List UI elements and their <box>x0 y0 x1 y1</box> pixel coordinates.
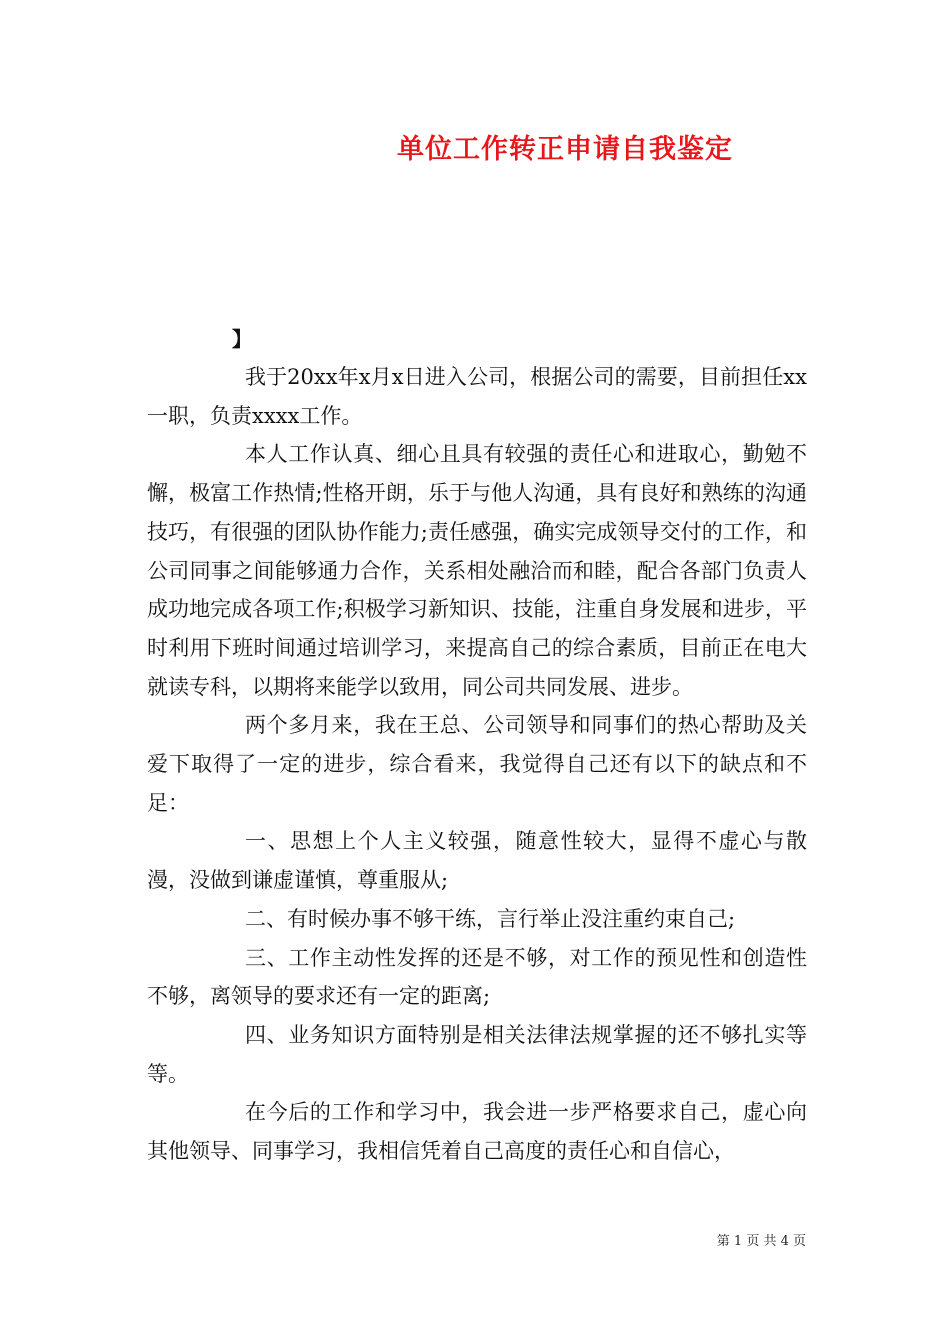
paragraph-shortcoming-4: 四、业务知识方面特别是相关法律法规掌握的还不够扎实等等。 <box>147 1022 807 1086</box>
paragraph-shortcoming-2: 二、有时候办事不够干练，言行举止没注重约束自己; <box>245 906 736 931</box>
page-footer: 第 1 页 共 4 页 <box>716 1234 806 1249</box>
paragraph-shortcoming-1: 一、思想上个人主义较强，随意性较大，显得不虚心与散漫，没做到谦虚谨慎，尊重服从; <box>147 829 807 893</box>
paragraph-intro: 我于20xx年x月x日进入公司，根据公司的需要，目前担任xx一职，负责xxxx工作。 <box>147 365 807 428</box>
document-title: 单位工作转正申请自我鉴定 <box>397 134 733 165</box>
paragraph-future: 在今后的工作和学习中，我会进一步严格要求自己，虚心向其他领导、同事学习，我相信凭着自己高度的责任心和自信心， <box>147 1100 807 1164</box>
bracket-mark: 】 <box>232 327 252 351</box>
paragraph-shortcoming-3: 三、工作主动性发挥的还是不够，对工作的预见性和创造性不够，离领导的要求还有一定的距离; <box>147 945 807 1009</box>
document-body <box>147 358 807 1171</box>
paragraph-strengths: 本人工作认真、细心且具有较强的责任心和进取心，勤勉不懈，极富工作热情;性格开朗，乐于与他人沟通，具有良好和熟练的沟通技巧，有很强的团队协作能力;责任感强，确实完成领导交付的工作，和公司同事之间能够通力合作，关系相处融洽而和睦，配合各部门负责人成功地完成各项工作;积极学习新知识、技能，注重自身发展和进步，平时利用下班时间通过培训学习，来提高自己的综合素质，目前正在电大就读专科，以期将来能学以致用，同公司共同发展、进步。 <box>147 442 807 699</box>
paragraph-progress: 两个多月来，我在王总、公司领导和同事们的热心帮助及关爱下取得了一定的进步，综合看来，我觉得自己还有以下的缺点和不足： <box>147 713 807 815</box>
